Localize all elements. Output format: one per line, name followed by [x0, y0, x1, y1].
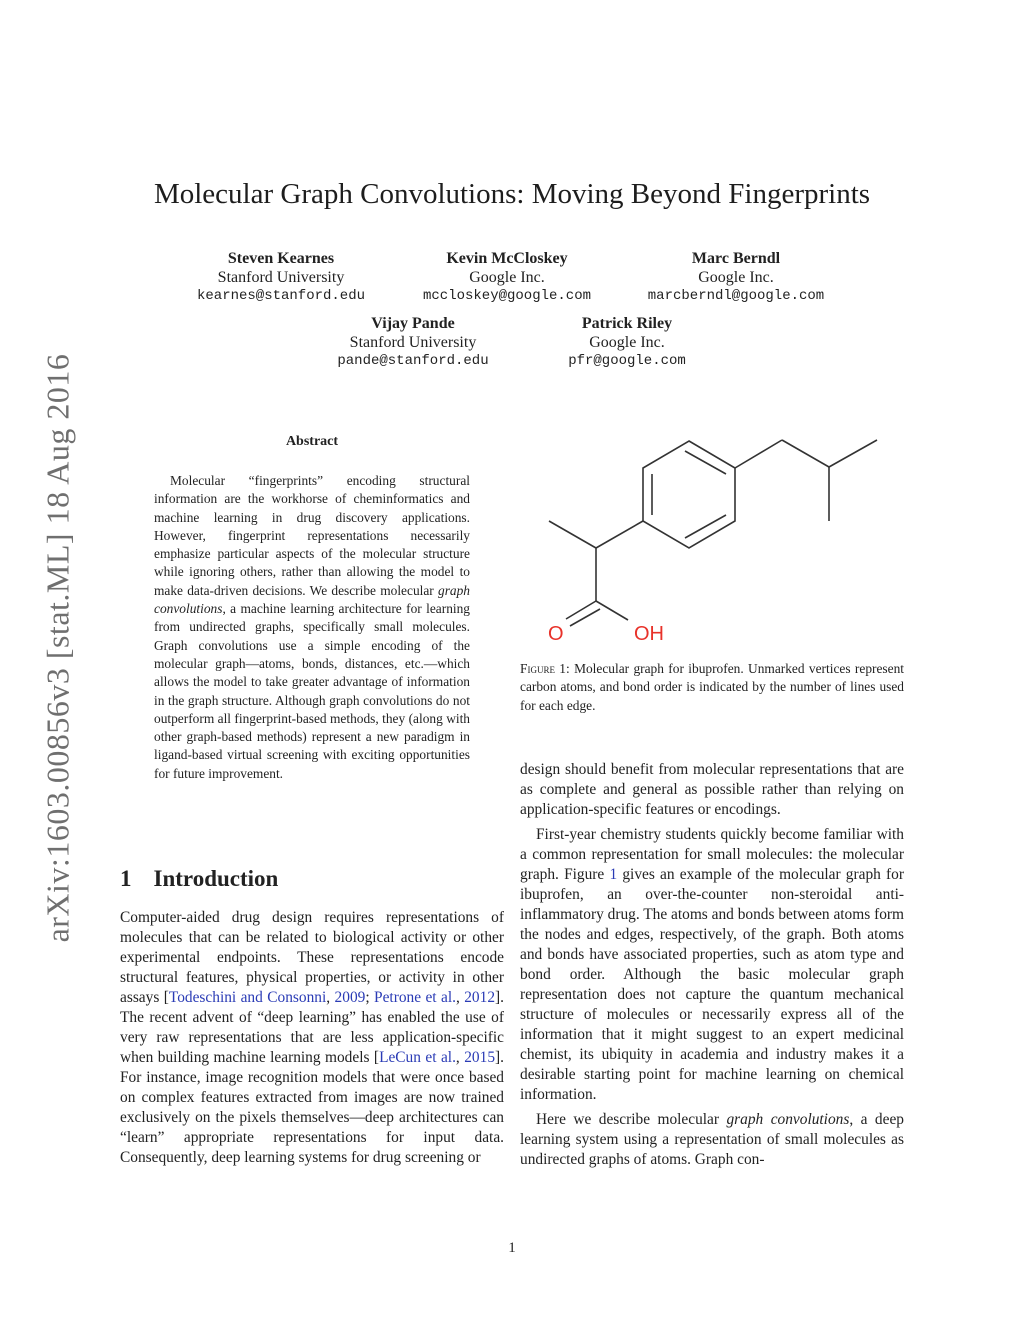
author-affiliation: Google Inc. [589, 334, 665, 351]
figure-caption: Figure 1: Molecular graph for ibuprofen. Unmarked vertices represent carbon atoms, and bond order is indicated by the number of lines used for each edge. [520, 661, 904, 713]
benzene-ring [643, 441, 735, 548]
section-number: 1 [120, 866, 132, 891]
author-email[interactable]: mccloskey@google.com [422, 288, 592, 304]
ibuprofen-molecular-graph [520, 400, 904, 650]
bond [735, 440, 782, 468]
aromatic-double-bond [685, 515, 726, 538]
author-name: Steven Kearnes [227, 250, 335, 267]
author-name: Vijay Pande [371, 315, 455, 332]
author-email[interactable]: pfr@google.com [568, 353, 686, 369]
author-block [313, 314, 513, 371]
author-name: Marc Berndl [691, 250, 781, 267]
author-affiliation: Google Inc. [698, 269, 774, 286]
author-email[interactable]: marcberndl@google.com [647, 288, 825, 304]
author-block [636, 249, 836, 306]
section-title: Introduction [153, 866, 279, 891]
paragraph: design should benefit from molecular representations that are as complete and general as possible rather than relying on application-specific features or encodings. [520, 761, 904, 818]
author-block [407, 249, 607, 306]
author-email[interactable]: pande@stanford.edu [337, 353, 489, 369]
author-block [527, 314, 727, 371]
molecule-bonds [549, 440, 877, 626]
aromatic-double-bond [685, 451, 726, 474]
author-email[interactable]: kearnes@stanford.edu [196, 288, 366, 304]
page-number: 1 [508, 1240, 516, 1256]
abstract-body: Molecular “fingerprints” encoding structural information are the workhorse of cheminformatics and machine learning in drug discovery applications. However, fingerprint representations necessarily emphasize particular aspects of the molecular structure while ignoring others, rather than allowing the model to make data-driven decisions. We describe molecular graph convolutions, a machine learning architecture for learning from undirected graphs, specifically small molecules. Graph convolutions use a simple encoding of the molecular graph—atoms, bonds, distances, etc.—which allows the model to take greater advantage of information in the graph structure. Although graph convolutions do not outperform all fingerprint-based methods, they (along with other graph-based methods) represent a new paradigm in ligand-based virtual screening with exciting opportunities for future improvement. [154, 473, 470, 781]
intro-left-column: Computer-aided drug design requires representations of molecules that can be related to biological activity or other experimental endpoints. These representations encode structural features, physical properties, or activity in other assays [Todeschini and Consonni, 2009; Petrone et al., 2012]. The recent advent of “deep learning” has enabled the use of very raw representations that are less application-specific when building machine learning models [LeCun et al., 2015]. For instance, image recognition models that were once based on complex features extracted from images are now trained exclusively on the pixels themselves—deep architectures can “learn” appropriate representations for input data. Consequently, deep learning systems for drug screening or [120, 909, 504, 1166]
citation-link[interactable]: 2015 [464, 1049, 496, 1066]
author-name: Patrick Riley [581, 315, 673, 332]
author-affiliation: Stanford University [217, 269, 345, 286]
figure-reference-link[interactable]: 1 [609, 866, 618, 883]
paragraph: First-year chemistry students quickly become familiar with a common representation for small molecules: the molecular graph. Figure 1 gives an example of the molecular graph for ibuprofen, an over-the-counter non-steroidal anti-inflammatory drug. The atoms and bonds between atoms form the nodes and edges, respectively, of the graph. Both atoms and bonds have associated properties, such as atom type and bond order. Although the basic molecular graph representation does not capture the quantum mechanical structure of molecules or necessarily express all of the information that it might suggest to an expert medicinal chemist, its ubiquity in academia and industry makes it a desirable starting point for machine learning on chemical information. [520, 826, 904, 1103]
intro-right-column [520, 760, 904, 1175]
author-affiliation: Stanford University [349, 334, 477, 351]
author-affiliation: Google Inc. [469, 269, 545, 286]
carbonyl-double-bond [570, 609, 600, 626]
arxiv-side-stamp: arXiv:1603.00856v3 [stat.ML] 18 Aug 2016 [39, 353, 76, 943]
citation-link[interactable]: Todeschini and Consonni [168, 989, 327, 1006]
section-heading [120, 866, 278, 892]
paragraph: Here we describe molecular graph convolutions, a deep learning system using a representation of small molecules as undirected graphs of atoms. Graph con- [520, 1111, 904, 1168]
hydroxyl-bond [596, 601, 628, 620]
hydroxyl-atom-label: OH [634, 623, 664, 645]
paper-title: Molecular Graph Convolutions: Moving Beyond Fingerprints [153, 178, 871, 210]
bond [829, 440, 877, 467]
figure-label: Figure 1: [520, 661, 570, 676]
citation-link[interactable]: 2009 [334, 989, 366, 1006]
author-block [181, 249, 381, 306]
citation-link[interactable]: 2012 [464, 989, 496, 1006]
bond [596, 521, 643, 548]
oxygen-atom-label: O [548, 623, 564, 645]
citation-link[interactable]: LeCun et al. [379, 1049, 456, 1066]
author-name: Kevin McCloskey [446, 250, 568, 267]
carbonyl-bond [566, 601, 596, 619]
bond [782, 440, 829, 467]
abstract-heading: Abstract [285, 434, 339, 449]
bond [549, 521, 596, 548]
citation-link[interactable]: Petrone et al. [374, 989, 456, 1006]
